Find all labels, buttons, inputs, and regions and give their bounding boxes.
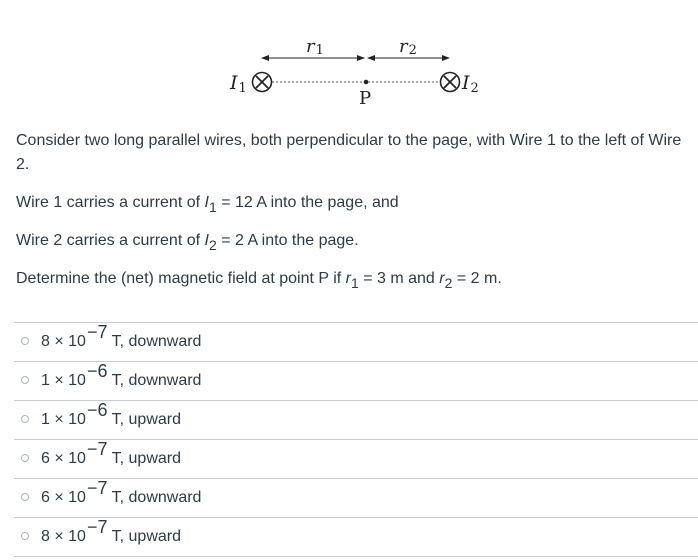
wire-1-label: I1 [230, 72, 247, 96]
answer-option[interactable] [14, 439, 698, 478]
answer-label: $1 \times 10^{-6}$ T, downward [41, 361, 202, 389]
answer-option[interactable] [14, 322, 698, 361]
answer-option[interactable] [14, 478, 698, 517]
r2-label: r2 [399, 36, 417, 58]
wire-diagram-svg [0, 0, 698, 125]
wire-1-into-page-icon [253, 73, 272, 92]
radio-button[interactable] [21, 337, 29, 345]
radio-button[interactable] [21, 376, 29, 384]
question-text [16, 129, 686, 305]
q3-pre: Wire 2 carries a current of [16, 232, 205, 249]
point-p-label: P [359, 88, 372, 109]
question-line-1: Consider two long parallel wires, both perpendicular to the page, with Wire 1 to the left of Wire 2. [16, 132, 682, 173]
answer-option[interactable] [14, 400, 698, 439]
answer-list [14, 322, 698, 557]
question-line-4 [16, 267, 686, 291]
radio-button[interactable] [21, 532, 29, 540]
q4-mid: = 3 m and [358, 270, 440, 287]
question-line-3 [16, 229, 686, 253]
q4-var2: r [439, 270, 445, 287]
q4-post: = 2 m. [452, 270, 502, 287]
answer-label: $6 \times 10^{-7}$ T, downward [41, 478, 202, 506]
point-p-dot [364, 80, 369, 85]
q2-sub: 1 [208, 199, 217, 215]
radio-button[interactable] [21, 493, 29, 501]
q2-post: = 12 A into the page, and [216, 194, 399, 211]
wire-diagram [0, 0, 698, 125]
q4-sub2: 2 [444, 275, 453, 291]
wire-2-into-page-icon [441, 73, 460, 92]
answer-label: $1 \times 10^{-6}$ T, upward [41, 400, 181, 428]
q3-var: I [204, 232, 209, 249]
r1-label: r1 [306, 36, 324, 58]
q2-var: I [204, 194, 209, 211]
question-line-2 [16, 191, 686, 215]
q4-pre: Determine the (net) magnetic field at point P if [16, 270, 346, 287]
answer-label: $8 \times 10^{-7}$ T, downward [41, 322, 202, 350]
q4-sub1: 1 [350, 275, 359, 291]
q3-post: = 2 A into the page. [216, 232, 359, 249]
wire-2-label: I2 [462, 72, 479, 96]
answer-label: $6 \times 10^{-7}$ T, upward [41, 439, 181, 467]
q3-sub: 2 [208, 237, 217, 253]
q4-var1: r [345, 270, 351, 287]
answer-option[interactable] [14, 361, 698, 400]
q2-pre: Wire 1 carries a current of [16, 194, 205, 211]
radio-button[interactable] [21, 415, 29, 423]
radio-button[interactable] [21, 454, 29, 462]
answer-label: $8 \times 10^{-7}$ T, upward [41, 517, 181, 545]
answer-option[interactable] [14, 517, 698, 557]
